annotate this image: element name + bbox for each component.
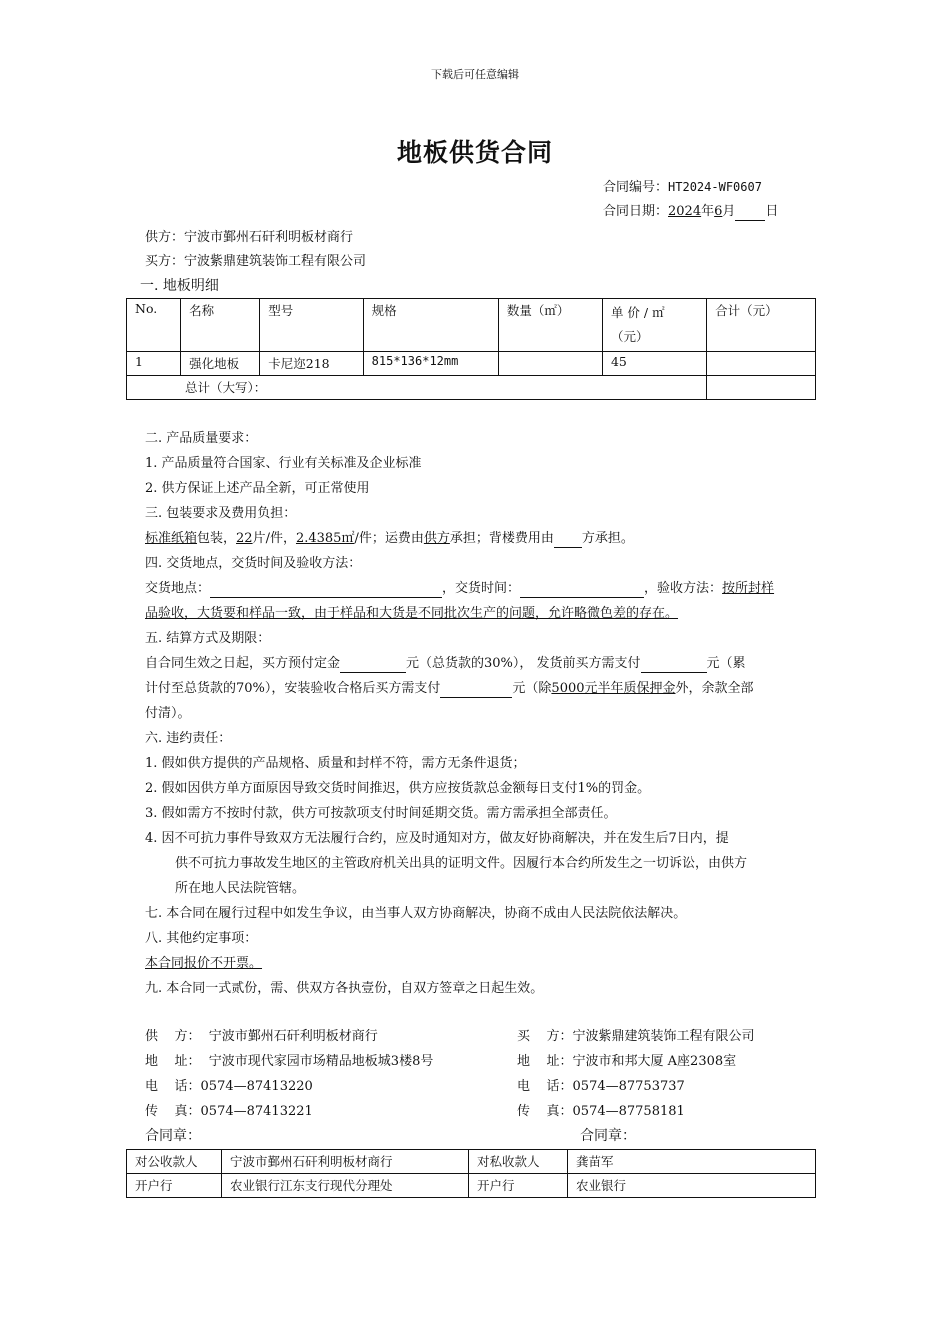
section-6-title: 六. 违约责任：	[145, 731, 232, 746]
section-2-title: 二. 产品质量要求：	[145, 431, 258, 446]
s3-packaging: 标准纸箱包装，22片/件，2.4385㎡/件；运费由供方承担；背楼费用由 方承担。	[145, 531, 634, 546]
seal-label-supplier: 合同章：	[145, 1128, 201, 1144]
bank-info-table	[126, 1149, 816, 1198]
cell-no: 1	[127, 352, 181, 376]
sign-buyer-address: 地 址：宁波市和邦大厦 A座2308室	[517, 1054, 737, 1069]
floor-detail-table	[126, 298, 816, 400]
th-qty: 数量（㎡）	[498, 299, 602, 352]
document-title: 地板供货合同	[396, 138, 553, 167]
s4-delivery-line: 交货地点： ，交货时间： ，验收方法：按所封样	[145, 581, 775, 596]
cell-qty	[498, 352, 602, 376]
th-model: 型号	[260, 299, 363, 352]
section-1-title: 一. 地板明细	[140, 278, 219, 294]
header-note: 下载后可任意编辑	[431, 68, 519, 81]
s6-item-4-cont-2: 所在地人民法院管辖。	[175, 881, 306, 896]
sign-supplier-address: 地 址： 宁波市现代家园市场精品地板城3楼8号	[145, 1054, 434, 1069]
section-8-title: 八. 其他约定事项：	[145, 931, 258, 946]
table-row	[127, 352, 816, 376]
s5-line-3: 付清）。	[145, 706, 191, 721]
section-3-title: 三. 包装要求及费用负担：	[145, 506, 297, 521]
cell-spec: 815*136*12mm	[363, 352, 498, 376]
cell-name: 强化地板	[181, 352, 260, 376]
delivery-time-blank	[520, 583, 644, 598]
sign-buyer-name: 买 方：宁波紫鼎建筑装饰工程有限公司	[517, 1029, 755, 1044]
s4-method-cont: 品验收，大货要和样品一致，由于样品和大货是不同批次生产的问题，允许略微色差的存在。	[145, 606, 679, 621]
total-uppercase-label: 总计（大写）：	[127, 376, 707, 400]
table-total-row	[127, 376, 816, 400]
delivery-place-blank	[210, 583, 442, 598]
section-7: 七. 本合同在履行过程中如发生争议，由当事人双方协商解决，协商不成由人民法院依法解决。	[145, 906, 687, 921]
th-no: No.	[127, 299, 181, 352]
cell-total	[707, 352, 816, 376]
section-8-text: 本合同报价不开票。	[145, 956, 263, 971]
contract-number: 合同编号：HT2024-WF0607	[603, 180, 762, 195]
contract-date: 合同日期：2024年6月 日	[603, 204, 779, 219]
sign-supplier-phone: 电 话：0574—87413220	[145, 1079, 313, 1094]
s6-item-4: 4. 因不可抗力事件导致双方无法履行合约，应及时通知对方，做友好协商解决，并在发生后7日内，提	[145, 831, 729, 846]
table-header-row	[127, 299, 816, 352]
sign-supplier-name: 供 方： 宁波市鄞州石矸利明板材商行	[145, 1029, 378, 1044]
s6-item-3: 3. 假如需方不按时付款，供方可按款项支付时间延期交货。需方需承担全部责任。	[145, 806, 617, 821]
th-spec: 规格	[363, 299, 498, 352]
seal-label-buyer: 合同章：	[580, 1128, 636, 1144]
cell-model: 卡尼迩218	[260, 352, 363, 376]
total-uppercase-value	[707, 376, 816, 400]
table-row: 对公收款人 宁波市鄞州石矸利明板材商行 对私收款人 龚苗军	[127, 1150, 816, 1174]
th-name: 名称	[181, 299, 260, 352]
section-9: 九. 本合同一式贰份，需、供双方各执壹份，自双方签章之日起生效。	[145, 981, 544, 996]
th-total: 合计（元）	[707, 299, 816, 352]
sign-buyer-fax: 传 真：0574—87758181	[517, 1104, 685, 1119]
s5-line-1: 自合同生效之日起，买方预付定金 元（总货款的30%）， 发货前买方需支付 元（累	[145, 656, 746, 671]
s2-item-1: 1. 产品质量符合国家、行业有关标准及企业标准	[145, 456, 422, 471]
cell-price: 45	[602, 352, 706, 376]
supplier-line: 供方：宁波市鄞州石矸利明板材商行	[145, 230, 354, 245]
day-blank	[735, 206, 765, 221]
section-5-title: 五. 结算方式及期限：	[145, 631, 271, 646]
section-4-title: 四. 交货地点，交货时间及验收方法：	[145, 556, 362, 571]
s6-item-4-cont-1: 供不可抗力事故发生地区的主管政府机关出具的证明文件。因履行本合约所发生之一切诉讼，由供方	[175, 856, 748, 871]
s5-line-2: 计付至总货款的70%），安装验收合格后买方需支付 元（除5000元半年质保押金外，余款全部	[145, 681, 754, 696]
buyer-line: 买方：宁波紫鼎建筑装饰工程有限公司	[145, 254, 367, 269]
table-row: 开户行 农业银行江东支行现代分理处 开户行 农业银行	[127, 1174, 816, 1198]
th-unit-price: 单 价 / ㎡ （元）	[602, 299, 706, 352]
sign-supplier-fax: 传 真：0574—87413221	[145, 1104, 313, 1119]
s2-item-2: 2. 供方保证上述产品全新，可正常使用	[145, 481, 370, 496]
s6-item-2: 2. 假如因供方单方面原因导致交货时间推迟，供方应按货款总金额每日支付1%的罚金。	[145, 781, 651, 796]
s6-item-1: 1. 假如供方提供的产品规格、质量和封样不符，需方无条件退货；	[145, 756, 526, 771]
sign-buyer-phone: 电 话：0574—87753737	[517, 1079, 685, 1094]
